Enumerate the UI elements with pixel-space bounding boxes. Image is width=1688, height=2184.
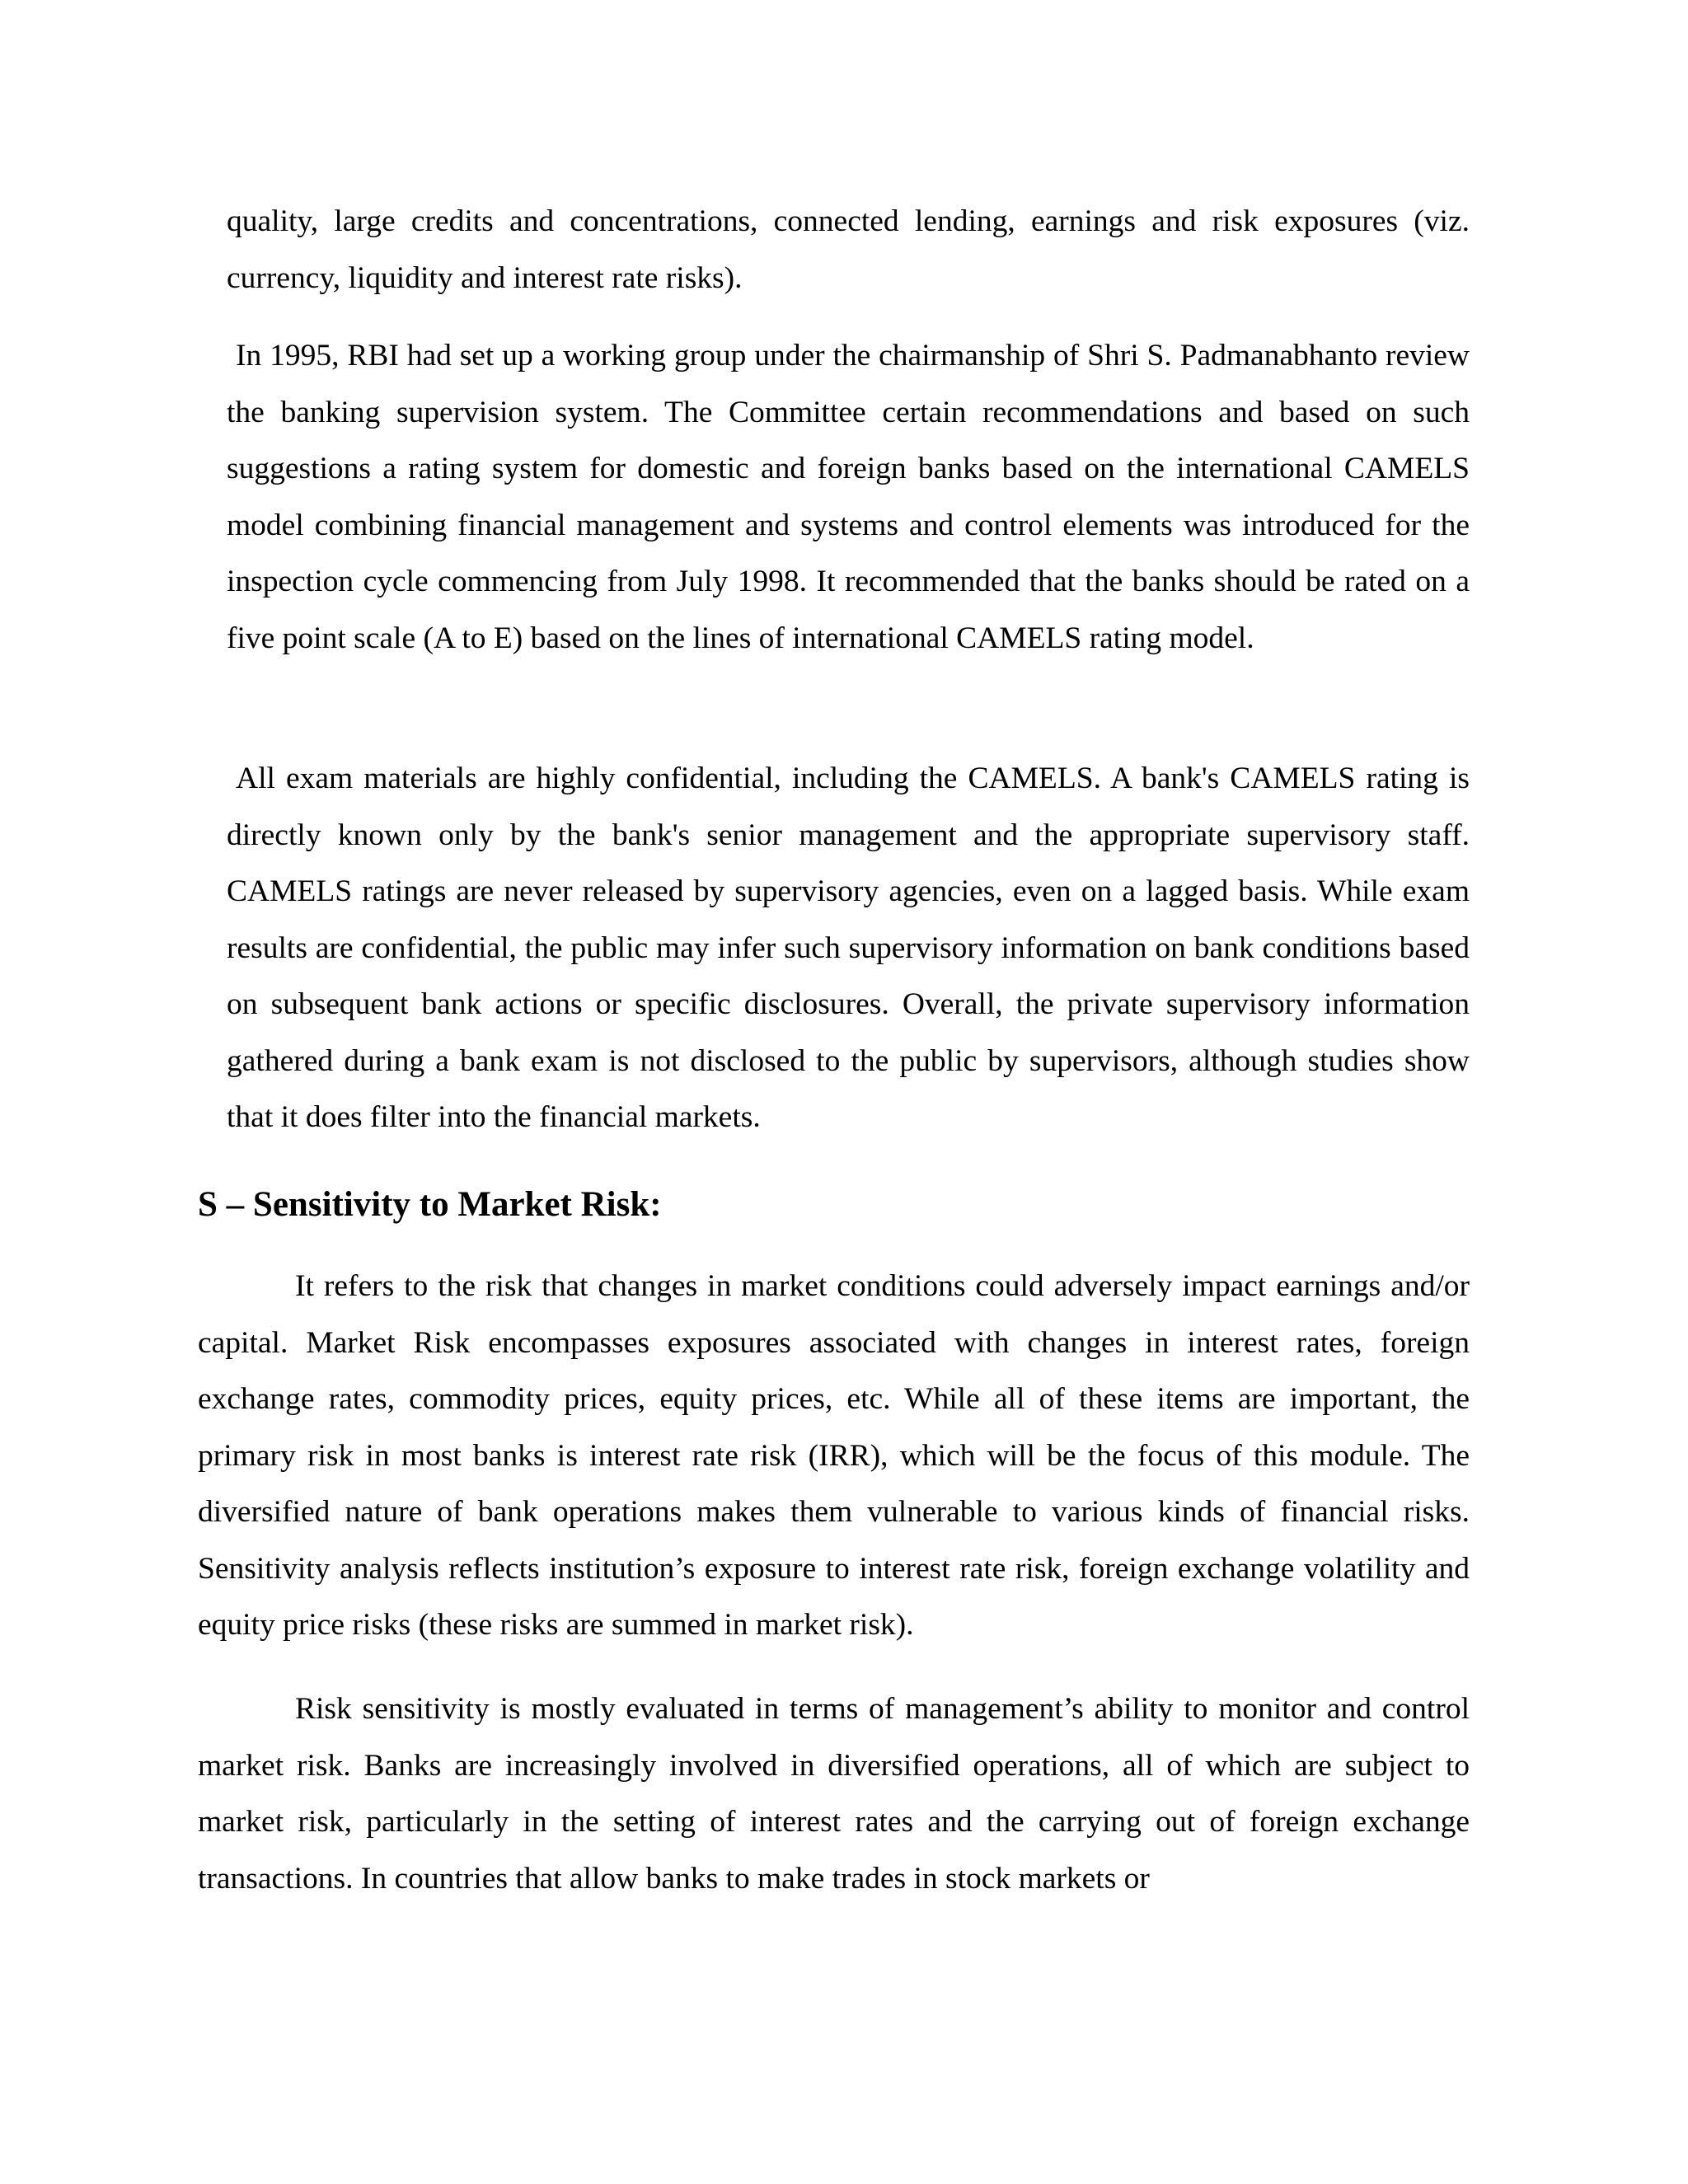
paragraph-risk-sensitivity: Risk sensitivity is mostly evaluated in terms of management’s ability to monitor and control market risk. Banks are increasingly involved in diversified operations, all of which are subject to market risk, particularly in the setting of interest rates and the carrying out of foreign exchange transactions. In countries that allow banks to make trades in stock markets or [198, 1692, 1470, 1896]
paragraph-market-risk-definition: It refers to the risk that changes in market conditions could adversely impact earnings and/or capital. Market Risk encompasses exposures associated with changes in interest rates, foreign exchange rates, commodity prices, equity prices, etc. While all of these items are important, the primary risk in most banks is interest rate risk (IRR), which will be the focus of this module. The diversified nature of bank operations makes them vulnerable to various kinds of financial risks. Sensitivity analysis reflects institution’s exposure to interest rate risk, foreign exchange volatility and equity price risks (these risks are summed in market risk). [198, 1269, 1470, 1642]
paragraph-rbi-working-group: In 1995, RBI had set up a working group under the chairmanship of Shri S. Padmanabhanto review the banking supervision system. The Committee certain recommendations and based on such suggestions a rating system for domestic and foreign banks based on the international CAMELS model combining financial management and systems and control elements was introduced for the inspection cycle commencing from July 1998. It recommended that the banks should be rated on a five point scale (A to E) based on the lines of international CAMELS rating model. [227, 339, 1470, 655]
paragraph-camels-confidentiality: All exam materials are highly confidential, including the CAMELS. A bank's CAMELS rating is directly known only by the bank's senior management and the appropriate supervisory staff. CAMELS ratings are never released by supervisory agencies, even on a lagged basis. While exam results are confidential, the public may infer such supervisory information on bank conditions based on subsequent bank actions or specific disclosures. Overall, the private supervisory information gathered during a bank exam is not disclosed to the public by supervisors, although studies show that it does filter into the financial markets. [227, 762, 1470, 1134]
paragraph-continuation: quality, large credits and concentrations, connected lending, earnings and risk exposures (viz. currency, liquidity and interest rate risks). [227, 204, 1470, 295]
section-heading: S – Sensitivity to Market Risk: [198, 1185, 662, 1224]
